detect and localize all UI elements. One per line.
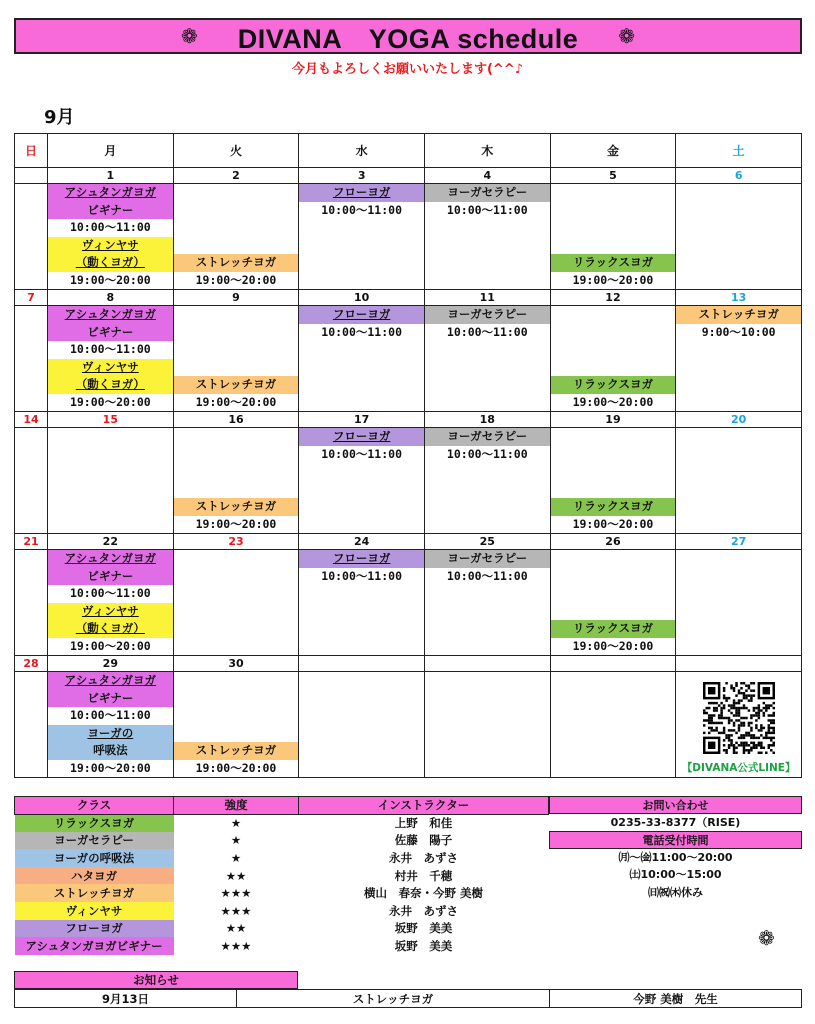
date-number: 29 xyxy=(48,656,174,672)
day-cell xyxy=(550,306,676,412)
class-time: 10:00～11:00 xyxy=(321,202,403,217)
time-slot xyxy=(48,341,173,359)
day-cell xyxy=(48,306,174,412)
date-number: 30 xyxy=(173,656,299,672)
date-number: 4 xyxy=(424,168,550,184)
class-name: フローヨガ xyxy=(332,551,391,565)
legend-class-name: リラックスヨガ xyxy=(15,814,174,832)
legend-class-name: ストレッチヨガ xyxy=(15,884,174,902)
class-name: フローヨガ xyxy=(332,307,391,321)
class-label xyxy=(174,742,299,760)
legend-instructor: 永井 あずさ xyxy=(389,851,458,866)
class-time: 10:00～11:00 xyxy=(69,586,151,600)
legend-header-level: 強度 xyxy=(174,797,299,815)
legend-instructor: 坂野 美美 xyxy=(394,939,453,954)
legend-row xyxy=(15,920,549,938)
legend-class-name: フローヨガ xyxy=(15,920,174,938)
date-number: 9 xyxy=(173,290,299,306)
date-number-row xyxy=(15,290,802,306)
class-name: ビギナー xyxy=(87,568,134,583)
date-number: 17 xyxy=(299,412,425,428)
legend-instructor: 坂野 美美 xyxy=(394,921,453,936)
day-cell xyxy=(48,428,174,534)
class-label xyxy=(299,184,424,202)
date-number: 28 xyxy=(15,656,48,672)
schedule-row xyxy=(15,672,802,778)
day-cell xyxy=(676,550,802,656)
day-cell xyxy=(550,672,676,778)
class-name: リラックスヨガ xyxy=(572,255,654,269)
day-cell xyxy=(299,672,425,778)
class-name: フローヨガ xyxy=(332,429,391,443)
time-slot xyxy=(48,219,173,237)
date-number xyxy=(676,656,802,672)
class-label xyxy=(48,376,173,394)
day-cell xyxy=(424,428,550,534)
legend-class-name: ヨーガの呼吸法 xyxy=(15,849,174,867)
class-name: ストレッチヨガ xyxy=(195,255,277,269)
day-cell xyxy=(424,306,550,412)
day-cell xyxy=(424,550,550,656)
date-number: 16 xyxy=(173,412,299,428)
class-time: 19:00～20:00 xyxy=(69,638,151,653)
day-cell xyxy=(299,306,425,412)
class-label xyxy=(48,690,173,708)
class-name: ビギナー xyxy=(87,324,134,339)
legend-header-class: クラス xyxy=(15,797,174,815)
class-name: ストレッチヨガ xyxy=(195,499,277,513)
legend-level: ★★ xyxy=(225,921,247,936)
class-label xyxy=(425,428,550,446)
legend-level: ★ xyxy=(230,833,242,848)
class-label xyxy=(48,184,173,202)
weekday-tue: 火 xyxy=(173,134,299,168)
date-number: 26 xyxy=(550,534,676,550)
class-time: 10:00～11:00 xyxy=(446,202,528,217)
class-name: （動くヨガ） xyxy=(75,255,145,269)
weekday-header-row xyxy=(15,134,802,168)
hours-header: 電話受付時間 xyxy=(549,831,802,849)
time-slot xyxy=(48,707,173,725)
time-slot xyxy=(48,638,173,656)
class-label xyxy=(551,620,676,638)
date-number xyxy=(15,168,48,184)
date-number: 3 xyxy=(299,168,425,184)
legend-level: ★ xyxy=(230,851,242,866)
day-cell xyxy=(173,184,299,290)
date-number-row xyxy=(15,168,802,184)
legend-row xyxy=(15,937,549,955)
class-label xyxy=(551,498,676,516)
date-number xyxy=(550,656,676,672)
class-time: 10:00～11:00 xyxy=(69,708,151,722)
time-slot xyxy=(425,568,550,586)
legend-row xyxy=(15,902,549,920)
class-name: リラックスヨガ xyxy=(572,377,654,391)
class-label xyxy=(48,550,173,568)
day-cell xyxy=(424,184,550,290)
weekday-mon: 月 xyxy=(48,134,174,168)
day-cell xyxy=(48,184,174,290)
date-number: 25 xyxy=(424,534,550,550)
legend-level: ★★★ xyxy=(220,886,252,901)
class-time: 19:00～20:00 xyxy=(69,760,151,775)
class-name: アシュタンガヨガ xyxy=(64,307,156,321)
day-cell xyxy=(15,428,48,534)
class-label xyxy=(48,237,173,255)
class-label xyxy=(48,568,173,586)
date-number: 2 xyxy=(173,168,299,184)
legend-row xyxy=(15,867,549,885)
day-cell xyxy=(15,184,48,290)
date-number: 27 xyxy=(676,534,802,550)
class-label xyxy=(48,672,173,690)
legend-class-name: アシュタンガヨガビギナー xyxy=(15,937,174,955)
date-number: 13 xyxy=(676,290,802,306)
class-time: 19:00～20:00 xyxy=(195,394,277,409)
day-cell xyxy=(676,184,802,290)
class-name: リラックスヨガ xyxy=(572,499,654,513)
class-name: ビギナー xyxy=(87,202,134,217)
class-time: 10:00～11:00 xyxy=(321,446,403,461)
class-name: （動くヨガ） xyxy=(75,377,145,391)
day-cell xyxy=(173,550,299,656)
date-number: 15 xyxy=(48,412,174,428)
time-slot xyxy=(299,568,424,586)
date-number: 11 xyxy=(424,290,550,306)
title-bar xyxy=(14,18,802,54)
class-name: アシュタンガヨガ xyxy=(64,673,156,687)
day-cell xyxy=(550,184,676,290)
day-cell xyxy=(15,550,48,656)
notice-teacher: 今野 美樹 先生 xyxy=(550,990,802,1008)
legend-level: ★★ xyxy=(225,868,247,883)
class-label xyxy=(676,306,801,324)
class-label xyxy=(299,306,424,324)
legend-level: ★ xyxy=(230,816,242,831)
day-cell xyxy=(550,428,676,534)
day-cell xyxy=(15,306,48,412)
legend-instructor: 上野 和佳 xyxy=(394,816,453,831)
legend-instructor: 佐藤 陽子 xyxy=(394,833,453,848)
contact-box xyxy=(549,796,802,902)
date-number-row xyxy=(15,656,802,672)
class-time: 19:00～20:00 xyxy=(572,394,654,409)
class-label xyxy=(299,550,424,568)
class-name: ヴィンヤサ xyxy=(81,359,139,374)
time-slot xyxy=(425,324,550,342)
class-name: ヴィンヤサ xyxy=(81,237,139,252)
month-label: 9月 xyxy=(44,107,75,128)
time-slot xyxy=(676,324,801,342)
class-label xyxy=(174,498,299,516)
legend-class-name: ハタヨガ xyxy=(15,867,174,885)
subtitle: 今月もよろしくお願いいたします(^^♪ xyxy=(291,62,524,77)
class-legend xyxy=(14,796,549,955)
class-label xyxy=(174,376,299,394)
class-name: ストレッチヨガ xyxy=(195,377,277,391)
legend-level: ★★★ xyxy=(220,903,252,918)
class-label xyxy=(425,550,550,568)
class-name: ストレッチヨガ xyxy=(698,307,779,321)
class-name: ストレッチヨガ xyxy=(195,743,277,757)
class-time: 19:00～20:00 xyxy=(69,394,151,409)
class-label xyxy=(174,254,299,272)
flower-icon: ❁ xyxy=(618,24,636,48)
class-name: ヨーガの xyxy=(87,725,134,740)
day-cell xyxy=(676,306,802,412)
date-number xyxy=(424,656,550,672)
time-slot xyxy=(174,760,299,778)
time-slot xyxy=(299,446,424,464)
class-time: 19:00～20:00 xyxy=(572,638,654,653)
class-time: 19:00～20:00 xyxy=(572,516,654,531)
date-number: 21 xyxy=(15,534,48,550)
weekday-fri: 金 xyxy=(550,134,676,168)
class-label xyxy=(48,359,173,377)
time-slot xyxy=(48,760,173,778)
day-cell xyxy=(173,428,299,534)
schedule-row xyxy=(15,184,802,290)
date-number: 1 xyxy=(48,168,174,184)
notice-header: お知らせ xyxy=(14,971,298,989)
time-slot xyxy=(174,394,299,412)
class-label xyxy=(48,202,173,220)
class-time: 10:00～11:00 xyxy=(446,446,528,461)
legend-row xyxy=(15,884,549,902)
class-time: 19:00～20:00 xyxy=(195,272,277,287)
class-time: 9:00～10:00 xyxy=(701,324,776,339)
qr-code-icon[interactable] xyxy=(702,682,776,754)
legend-instructor: 村井 千穂 xyxy=(394,868,453,883)
class-label xyxy=(299,428,424,446)
legend-level: ★★★ xyxy=(220,939,252,954)
line-label[interactable]: 【DIVANA公式LINE】 xyxy=(681,762,796,774)
time-slot xyxy=(425,202,550,220)
time-slot xyxy=(48,585,173,603)
date-number: 14 xyxy=(15,412,48,428)
time-slot xyxy=(425,446,550,464)
notice-class: ストレッチヨガ xyxy=(237,990,550,1008)
date-number: 5 xyxy=(550,168,676,184)
date-number: 23 xyxy=(173,534,299,550)
legend-instructor: 横山 春奈・今野 美樹 xyxy=(363,886,483,901)
legend-row xyxy=(15,814,549,832)
legend-class-name: ヴィンヤサ xyxy=(15,902,174,920)
class-name: ヨーガセラピー xyxy=(447,185,528,199)
class-label xyxy=(551,254,676,272)
schedule-row xyxy=(15,428,802,534)
date-number: 8 xyxy=(48,290,174,306)
class-label xyxy=(48,725,173,743)
date-number xyxy=(299,656,425,672)
class-time: 10:00～11:00 xyxy=(446,324,528,339)
class-time: 10:00～11:00 xyxy=(321,324,403,339)
class-time: 10:00～11:00 xyxy=(69,220,151,234)
day-cell xyxy=(173,306,299,412)
date-number: 18 xyxy=(424,412,550,428)
class-name: ビギナー xyxy=(87,690,134,705)
day-cell xyxy=(299,428,425,534)
date-number-row xyxy=(15,412,802,428)
date-number: 24 xyxy=(299,534,425,550)
class-time: 10:00～11:00 xyxy=(69,342,151,356)
time-slot xyxy=(299,324,424,342)
weekday-sun: 日 xyxy=(15,134,48,168)
date-number: 19 xyxy=(550,412,676,428)
hours-weekday: ㈪～㈮11:00～20:00 xyxy=(618,850,733,864)
day-cell xyxy=(424,672,550,778)
time-slot xyxy=(174,516,299,534)
calendar-table xyxy=(14,133,802,778)
time-slot xyxy=(299,202,424,220)
class-name: リラックスヨガ xyxy=(572,621,654,635)
class-label xyxy=(48,324,173,342)
day-cell xyxy=(173,672,299,778)
weekday-thu: 木 xyxy=(424,134,550,168)
page-title: DIVANA YOGA schedule xyxy=(237,23,579,54)
class-name: アシュタンガヨガ xyxy=(64,551,156,565)
time-slot xyxy=(174,272,299,290)
class-name: ヨーガセラピー xyxy=(447,551,528,565)
date-number: 6 xyxy=(676,168,802,184)
class-label xyxy=(425,306,550,324)
class-time: 10:00～11:00 xyxy=(446,568,528,583)
class-time: 19:00～20:00 xyxy=(195,760,277,775)
class-name: ヴィンヤサ xyxy=(81,603,139,618)
legend-row xyxy=(15,849,549,867)
time-slot xyxy=(48,394,173,412)
class-time: 19:00～20:00 xyxy=(572,272,654,287)
class-label xyxy=(48,254,173,272)
contact-header: お問い合わせ xyxy=(549,796,802,814)
class-name: ヨーガセラピー xyxy=(447,429,528,443)
date-number: 12 xyxy=(550,290,676,306)
class-time: 10:00～11:00 xyxy=(321,568,403,583)
notice-date: 9月13日 xyxy=(15,990,237,1008)
class-label xyxy=(551,376,676,394)
day-cell xyxy=(48,672,174,778)
day-cell xyxy=(299,184,425,290)
legend-instructor: 永井 あずさ xyxy=(389,903,458,918)
weekday-wed: 水 xyxy=(299,134,425,168)
class-name: ヨーガセラピー xyxy=(447,307,528,321)
class-label xyxy=(48,306,173,324)
flower-icon: ❁ xyxy=(180,24,198,48)
day-cell xyxy=(676,672,802,778)
day-cell xyxy=(15,672,48,778)
class-name: フローヨガ xyxy=(332,185,391,199)
time-slot xyxy=(551,516,676,534)
flower-icon: ❁ xyxy=(758,926,775,950)
class-label xyxy=(425,184,550,202)
contact-phone: 0235-33-8377（RISE) xyxy=(610,815,741,829)
class-name: 呼吸法 xyxy=(93,743,128,757)
class-time: 19:00～20:00 xyxy=(69,272,151,287)
date-number: 7 xyxy=(15,290,48,306)
time-slot xyxy=(551,394,676,412)
time-slot xyxy=(551,272,676,290)
class-name: アシュタンガヨガ xyxy=(64,185,156,199)
time-slot xyxy=(551,638,676,656)
class-label xyxy=(48,742,173,760)
date-number: 20 xyxy=(676,412,802,428)
class-label xyxy=(48,620,173,638)
schedule-row xyxy=(15,306,802,412)
closed-days: ㈰㈷㈭休み xyxy=(648,885,703,899)
class-time: 19:00～20:00 xyxy=(195,516,277,531)
schedule-row xyxy=(15,550,802,656)
legend-row xyxy=(15,832,549,850)
day-cell xyxy=(48,550,174,656)
legend-class-name: ヨーガセラピー xyxy=(15,832,174,850)
weekday-sat: 土 xyxy=(676,134,802,168)
legend-header-instructor: インストラクター xyxy=(299,797,549,815)
hours-saturday: ㈯10:00～15:00 xyxy=(629,868,722,882)
day-cell xyxy=(676,428,802,534)
class-name: （動くヨガ） xyxy=(75,621,145,635)
time-slot xyxy=(48,272,173,290)
day-cell xyxy=(299,550,425,656)
date-number: 22 xyxy=(48,534,174,550)
day-cell xyxy=(550,550,676,656)
notice-row xyxy=(15,990,802,1008)
date-number-row xyxy=(15,534,802,550)
class-label xyxy=(48,603,173,621)
notice-table xyxy=(14,989,802,1008)
date-number: 10 xyxy=(299,290,425,306)
